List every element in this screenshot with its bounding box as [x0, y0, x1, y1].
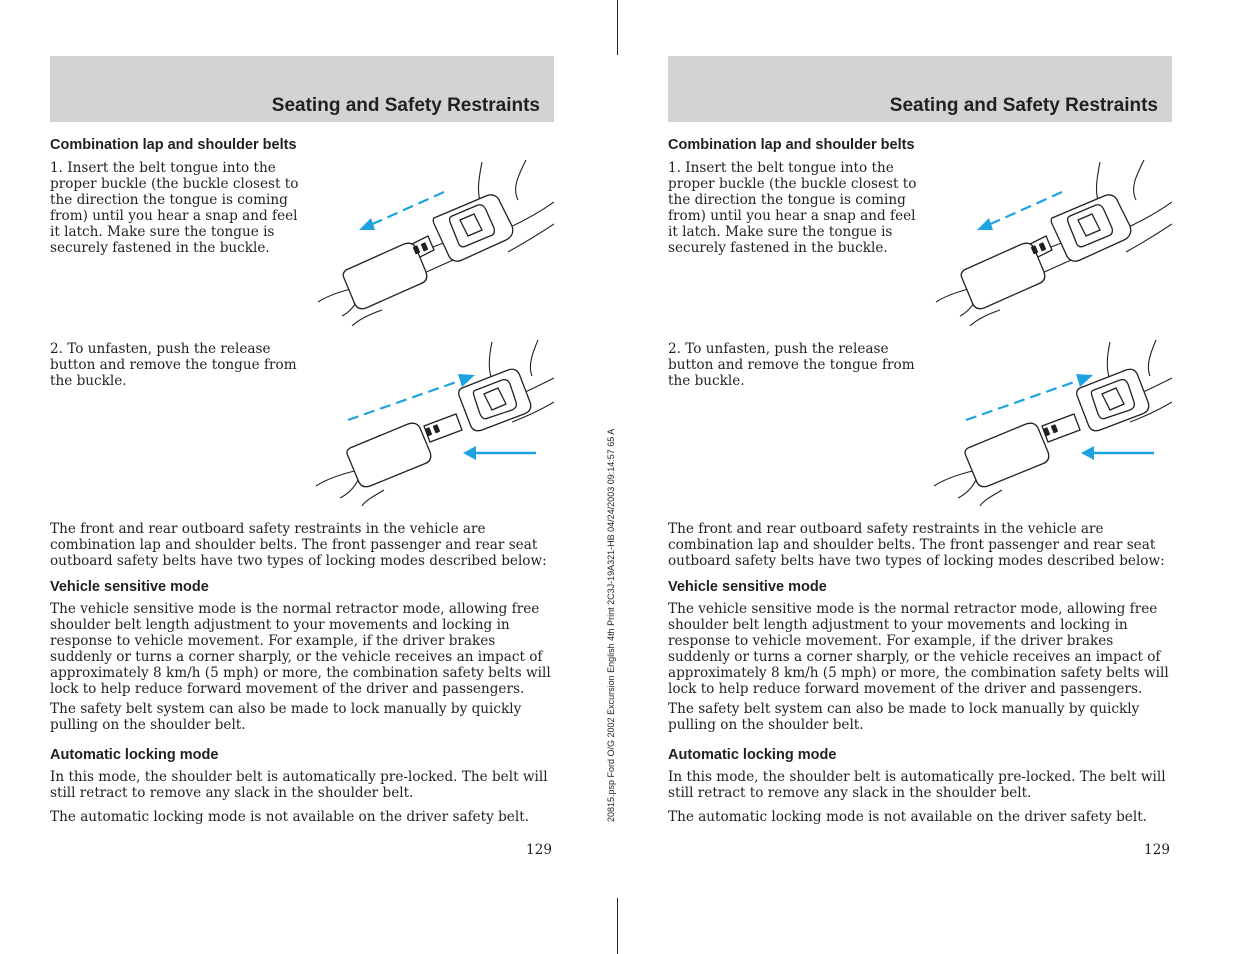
crop-mark-top	[617, 0, 618, 55]
vehicle-sensitive-paragraph: The vehicle sensitive mode is the normal retractor mode, allowing free shoulder belt length adjustment to your movements and locking in response to vehicle movement. For example, if the driver brakes suddenly or turns a corner sharply, or the vehicle receives an impact of approximately 8 km/h (5 mph) or more, the combination safety belts will lock to help reduce forward movement of the driver and passengers.	[668, 601, 1169, 697]
intro-paragraph: The front and rear outboard safety restraints in the vehicle are combination lap and shoulder belts. The front passenger and rear seat outboard safety belts have two types of locking modes described below:	[50, 521, 547, 569]
driver-belt-note: The automatic locking mode is not available on the driver safety belt.	[50, 809, 529, 825]
fasten-step-text: 1. Insert the belt tongue into the proper buckle (the buckle closest to the direction the tongue is coming from) until you hear a snap and feel it latch. Make sure the tongue is securely fastened in the buckle.	[668, 160, 917, 256]
automatic-locking-paragraph: In this mode, the shoulder belt is automatically pre-locked. The belt will still retract to remove any slack in the shoulder belt.	[50, 769, 548, 801]
fasten-step-text: 1. Insert the belt tongue into the proper buckle (the buckle closest to the direction the tongue is coming from) until you hear a snap and feel it latch. Make sure the tongue is securely fastened in the buckle.	[50, 160, 299, 256]
vehicle-sensitive-heading: Vehicle sensitive mode	[50, 579, 209, 595]
section-title: Seating and Safety Restraints	[889, 95, 1158, 116]
unfasten-belt-illustration	[312, 340, 554, 506]
combination-belts-heading: Combination lap and shoulder belts	[50, 137, 297, 153]
vehicle-sensitive-heading: Vehicle sensitive mode	[668, 579, 827, 595]
manual-lock-paragraph: The safety belt system can also be made to lock manually by quickly pulling on the shoulder belt.	[50, 701, 522, 733]
unfasten-step-text: 2. To unfasten, push the release button and remove the tongue from the buckle.	[668, 341, 915, 389]
fasten-belt-illustration	[930, 160, 1172, 326]
automatic-locking-heading: Automatic locking mode	[668, 747, 837, 763]
unfasten-step-text: 2. To unfasten, push the release button and remove the tongue from the buckle.	[50, 341, 297, 389]
page-number: 129	[526, 842, 552, 858]
print-info-text: 20815.psp Ford O/G 2002 Excursion English 4th Print 2C3J-19A321-HB 04/24/2003 09:14:57 65 A	[606, 428, 616, 822]
automatic-locking-paragraph: In this mode, the shoulder belt is automatically pre-locked. The belt will still retract to remove any slack in the shoulder belt.	[668, 769, 1166, 801]
section-header-bar	[50, 56, 554, 122]
vehicle-sensitive-paragraph: The vehicle sensitive mode is the normal retractor mode, allowing free shoulder belt length adjustment to your movements and locking in response to vehicle movement. For example, if the driver brakes suddenly or turns a corner sharply, or the vehicle receives an impact of approximately 8 km/h (5 mph) or more, the combination safety belts will lock to help reduce forward movement of the driver and passengers.	[50, 601, 551, 697]
page-number: 129	[1144, 842, 1170, 858]
automatic-locking-heading: Automatic locking mode	[50, 747, 219, 763]
section-header-bar	[668, 56, 1172, 122]
driver-belt-note: The automatic locking mode is not available on the driver safety belt.	[668, 809, 1147, 825]
right-page	[668, 0, 1172, 954]
section-title: Seating and Safety Restraints	[271, 95, 540, 116]
intro-paragraph: The front and rear outboard safety restraints in the vehicle are combination lap and shoulder belts. The front passenger and rear seat outboard safety belts have two types of locking modes described below:	[668, 521, 1165, 569]
left-page	[50, 0, 554, 954]
manual-lock-paragraph: The safety belt system can also be made to lock manually by quickly pulling on the shoulder belt.	[668, 701, 1140, 733]
combination-belts-heading: Combination lap and shoulder belts	[668, 137, 915, 153]
fasten-belt-illustration	[312, 160, 554, 326]
unfasten-belt-illustration	[930, 340, 1172, 506]
crop-mark-bottom	[617, 898, 618, 954]
